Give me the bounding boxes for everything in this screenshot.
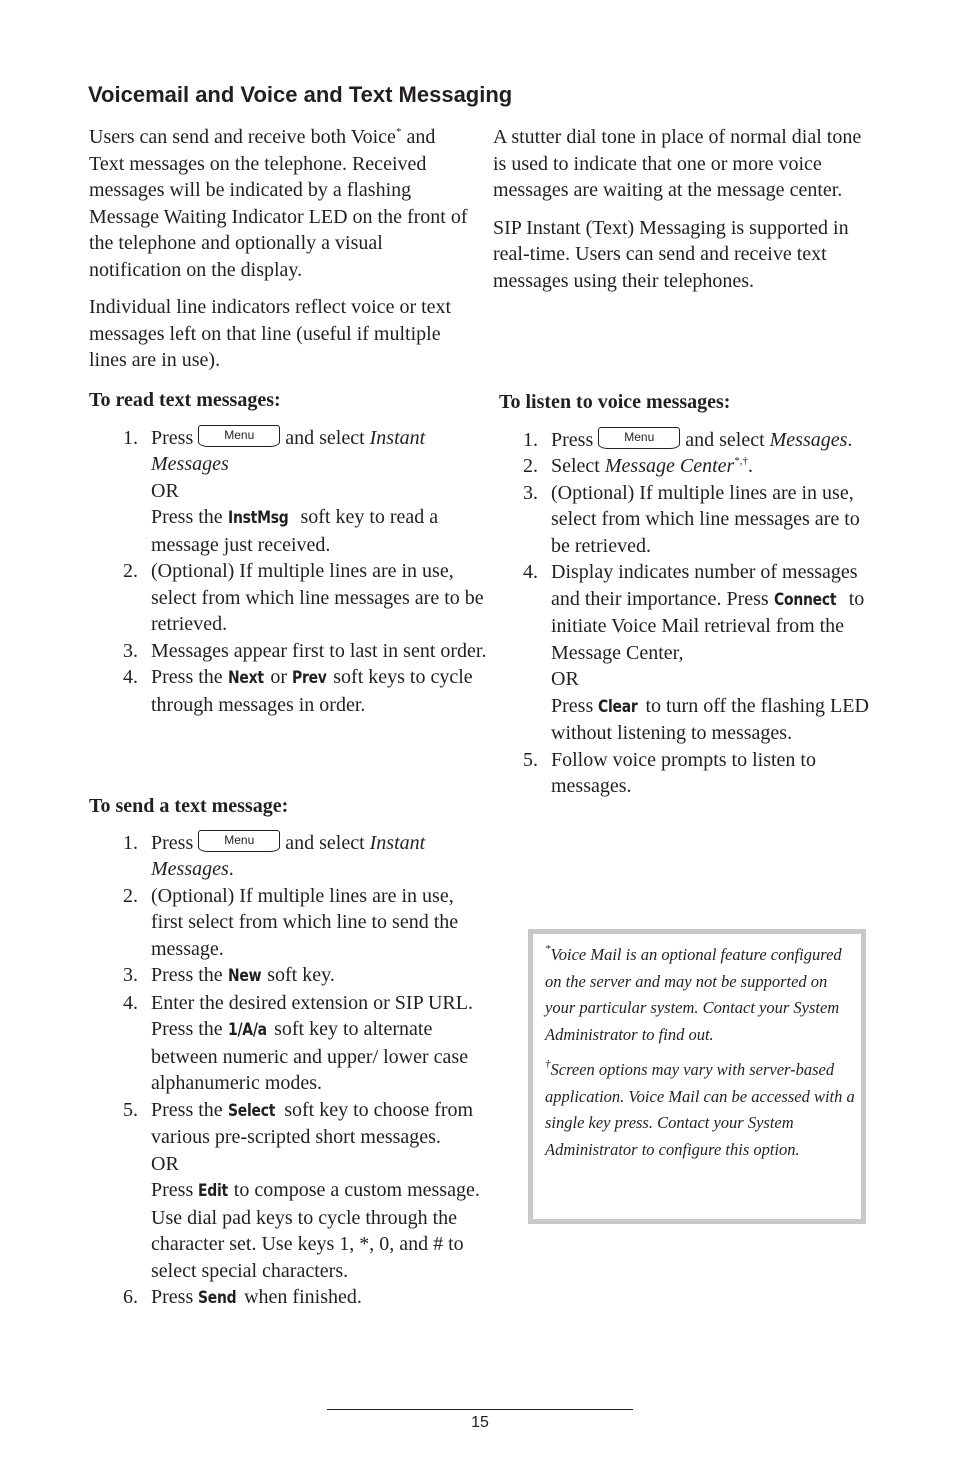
intro-right [493,124,865,294]
step-item [89,830,489,883]
step-text: (Optional) If multiple lines are in use, select from which line messages are to be retrieved. [151,560,484,635]
step-alt-text [151,504,489,558]
intro-paragraph: A stutter dial tone in place of normal dial tone is used to indicate that one or more voice messages are waiting at the message center. [493,126,862,201]
or-text: OR [151,1152,179,1175]
step-text: when finished. [239,1286,362,1308]
intro-paragraph [89,124,469,283]
step-item [89,883,489,963]
intro-paragraph: SIP Instant (Text) Messaging is supported in real-time. Users can send and receive text messages using their telephones. [493,216,849,292]
menu-option: Messages [769,428,848,451]
step-text: . [847,428,853,451]
footer-rule [327,1409,633,1410]
step-number: 4. [123,991,138,1014]
menu-key-icon [598,427,680,449]
softkey-label: New [227,966,261,986]
menu-key-label: Menu [224,427,255,442]
step-item [489,480,871,560]
step-text: Press the [151,964,228,986]
step-text: Press [551,694,599,717]
step-text: to turn off the flashing LED without listening to messages. [551,694,869,744]
step-text: soft key. [262,964,335,986]
step-text: Messages appear first to last in sent order. [151,639,487,662]
step-item [89,638,489,665]
step-item [489,559,871,747]
step-text: Follow voice prompts to listen to messages. [551,748,816,797]
step-item [89,962,489,990]
step-number: 3. [523,481,538,504]
footnote-mark: * [545,943,551,955]
step-number: 1. [123,426,138,449]
step-number: 2. [123,560,138,582]
step-text: Press [151,426,199,449]
footnote-mark: *,† [734,455,749,467]
or-text: OR [551,668,579,690]
menu-key-icon [198,425,280,447]
intro-text: and Text messages on the telephone. Received messages will be indicated by a flashing Message Waiting Indicator LED on the front of the telephone and optionally a visual notification on the display. [89,126,468,281]
softkey-label: Prev [292,668,327,688]
menu-option: Instant Messages [151,831,426,880]
section-heading: To send a text message: [89,795,289,817]
softkey-label: Next [227,668,264,688]
step-item [489,747,871,800]
page-title: Voicemail and Voice and Text Messaging [88,82,513,107]
listen-voice-section [499,389,871,800]
step-item [89,1097,489,1285]
step-item [89,558,489,638]
intro-paragraph: Individual line indicators reflect voice or text messages left on that line (useful if multiple lines are in use). [89,296,452,371]
step-text: Press [551,428,599,451]
step-text: Press [151,831,199,854]
step-number: 3. [123,964,138,986]
step-text: to initiate Voice Mail retrieval from the Message Center, [551,587,865,664]
footnote [545,1057,855,1164]
steps-list [89,425,489,719]
step-text: and select [680,428,770,451]
step-text: Press [151,1179,199,1201]
menu-key-label: Menu [224,832,255,847]
step-text: and select [280,831,370,854]
read-messages-section [89,387,489,718]
step-text: Press the [151,666,228,688]
step-text: and select [280,426,370,449]
intro-text: Users can send and receive both Voice [89,126,396,148]
step-number: 5. [523,748,538,771]
step-item [489,453,871,480]
softkey-label: Edit [198,1181,229,1201]
section-heading: To listen to voice messages: [499,391,731,413]
step-number: 1. [523,428,538,451]
steps-list [89,830,489,1312]
menu-option: Message Center [604,455,735,477]
step-item [489,427,871,454]
step-text: Select [551,455,605,477]
step-text: (Optional) If multiple lines are in use, first select from which line to send the message. [151,884,459,960]
step-number: 2. [123,884,138,907]
step-text: to compose a custom message. Use dial pad keys to cycle through the character set. Use keys 1, *, 0, and # to select special characters. [151,1179,480,1282]
section-heading: To read text messages: [89,389,281,411]
step-item [89,425,489,559]
page-number: 15 [471,1414,489,1431]
softkey-label: 1/A/a [227,1020,267,1040]
step-text: soft key to choose from various pre-scripted short messages. [151,1098,474,1148]
footnote-body: Screen options may vary with server-based application. Voice Mail can be accessed with a single key press. Contact your System Administrator to configure this option. [545,1059,855,1159]
menu-key-label: Menu [624,429,655,444]
softkey-label: Select [227,1100,275,1121]
softkey-label: Clear [598,696,638,717]
softkey-label: Connect [773,589,837,610]
or-text: OR [151,479,179,502]
step-text: Enter the desired extension or SIP URL. Press the [151,991,473,1040]
step-number: 6. [123,1286,138,1308]
footnote-mark: * [395,126,402,138]
step-text: (Optional) If multiple lines are in use, select from which line messages are to be retrieved. [551,481,860,557]
softkey-label: Send [198,1288,237,1308]
step-text: Press the [151,1098,228,1121]
step-text: Display indicates number of messages and their importance. Press [551,561,858,610]
menu-key-icon [198,830,280,852]
step-alt-text [151,1177,489,1284]
step-item [89,664,489,718]
menu-option: Instant Messages [151,426,426,475]
step-item [89,1284,489,1312]
step-number: 4. [123,666,138,688]
footnote-text [545,942,855,1164]
step-number: 5. [123,1098,138,1121]
step-number: 1. [123,831,138,854]
step-text: Press the [151,506,228,528]
intro-left [89,124,469,374]
step-number: 3. [123,639,138,662]
step-text: . [748,455,754,477]
step-text: soft key to read a message just received. [151,506,439,556]
step-alt-text [551,693,871,747]
steps-list [489,427,871,800]
step-text: Press [151,1286,199,1308]
step-item [89,990,489,1097]
step-number: 4. [523,561,538,583]
footnote [545,942,855,1049]
step-text: soft keys to cycle through messages in order. [151,666,473,716]
step-text: . [228,858,234,880]
step-number: 2. [523,455,538,477]
step-text: soft key to alternate between numeric and upper/ lower case alphanumeric modes. [151,1018,469,1094]
softkey-label: InstMsg [227,508,289,528]
footnote-mark: † [545,1057,551,1070]
footnote-body: Voice Mail is an optional feature configured on the server and may not be supported on your particular system. Contact your System Administrator to find out. [545,945,842,1045]
step-text: or [265,666,292,688]
send-message-section [89,793,489,1312]
footnote-box [528,929,866,1224]
